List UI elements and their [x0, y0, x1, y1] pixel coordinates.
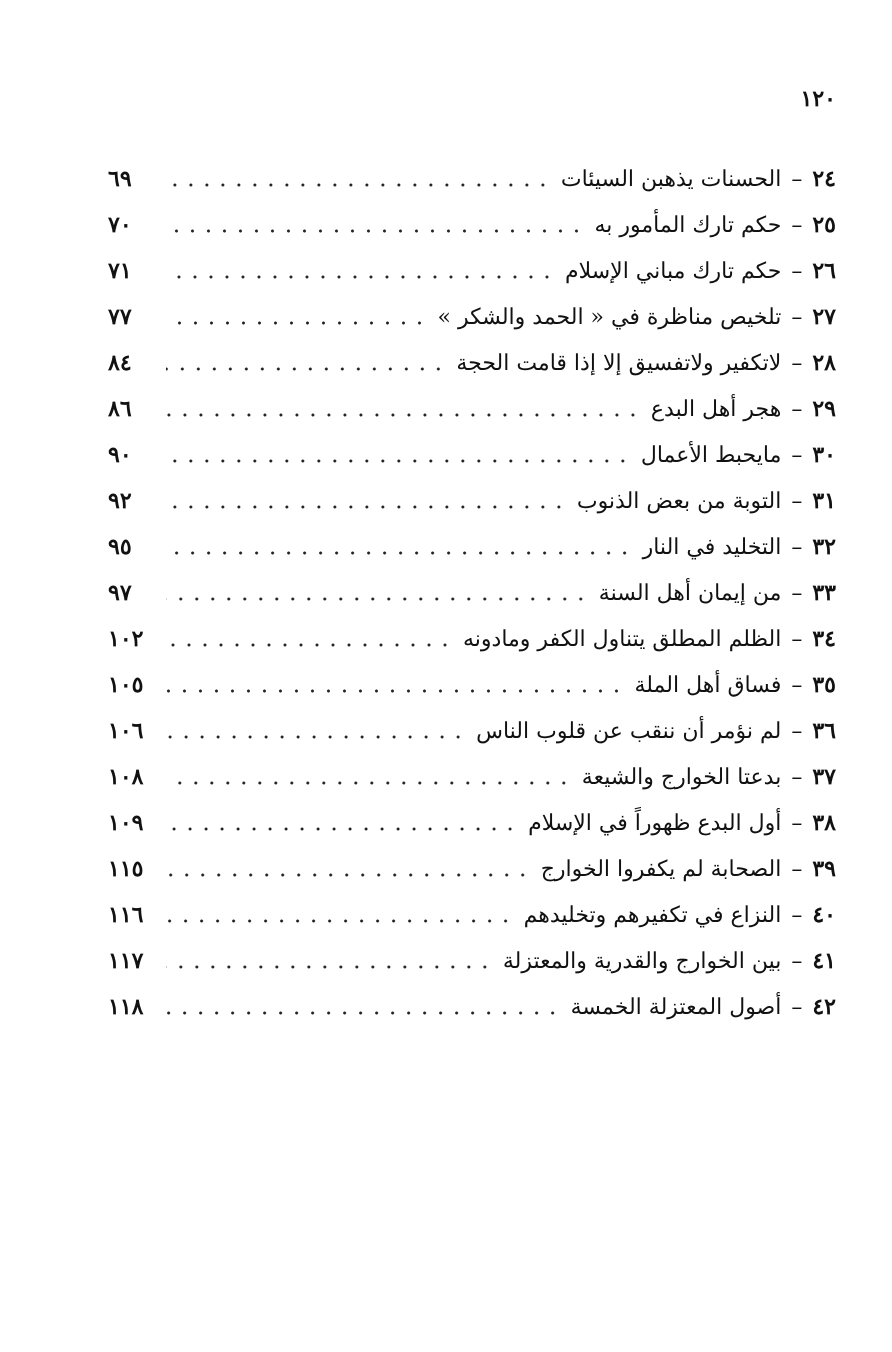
entry-dash: –	[791, 166, 803, 192]
dot-leader	[166, 458, 631, 464]
entry-title: بين الخوارج والقدرية والمعتزلة	[502, 948, 782, 974]
entry-page-number: ٩٢	[108, 488, 132, 514]
entry-page-number: ١١٨	[108, 994, 144, 1020]
dot-leader	[166, 274, 555, 280]
entry-page-number: ٨٤	[108, 350, 132, 376]
entry-page-number: ٧٧	[108, 304, 132, 330]
entry-dash: –	[791, 534, 803, 560]
toc-entry	[108, 156, 836, 202]
dot-leader	[166, 550, 633, 556]
entry-number: ٣٠	[812, 442, 836, 468]
entry-dash: –	[791, 672, 803, 698]
entry-number: ٣٧	[812, 764, 836, 790]
entry-title: التخليد في النار	[642, 534, 782, 560]
dot-leader	[166, 964, 493, 970]
entry-title: لاتكفير ولاتفسيق إلا إذا قامت الحجة	[456, 350, 782, 376]
entry-dash: –	[791, 258, 803, 284]
toc-entry	[108, 432, 836, 478]
toc-entry	[108, 478, 836, 524]
entry-page-number: ١١٦	[108, 902, 144, 928]
entry-dash: –	[791, 994, 803, 1020]
entry-number: ٣٦	[812, 718, 836, 744]
entry-dash: –	[791, 856, 803, 882]
entry-number: ٢٥	[812, 212, 836, 238]
toc-entry	[108, 202, 836, 248]
entry-title: حكم تارك مباني الإسلام	[564, 258, 782, 284]
dot-leader	[166, 918, 514, 924]
entry-dash: –	[791, 764, 803, 790]
entry-dash: –	[791, 580, 803, 606]
entry-dash: –	[791, 350, 803, 376]
entry-page-number: ٧١	[108, 258, 132, 284]
dot-leader	[166, 366, 446, 372]
entry-page-number: ١٠٦	[108, 718, 144, 744]
page-number: ١٢٠	[800, 86, 836, 112]
entry-page-number: ١٠٨	[108, 764, 144, 790]
toc-entry	[108, 616, 836, 662]
toc-entry	[108, 846, 836, 892]
dot-leader	[166, 1010, 561, 1016]
toc-entry	[108, 248, 836, 294]
entry-title: أصول المعتزلة الخمسة	[570, 994, 782, 1020]
dot-leader	[166, 688, 624, 694]
toc-entry	[108, 570, 836, 616]
toc-entry	[108, 984, 836, 1030]
entry-page-number: ٩٠	[108, 442, 132, 468]
entry-page-number: ١٠٥	[108, 672, 144, 698]
entry-title: تلخيص مناظرة في « الحمد والشكر »	[437, 304, 782, 330]
entry-title: من إيمان أهل السنة	[598, 580, 782, 606]
entry-number: ٣٣	[812, 580, 836, 606]
entry-number: ٢٨	[812, 350, 836, 376]
entry-number: ٢٦	[812, 258, 836, 284]
entry-number: ٣٥	[812, 672, 836, 698]
entry-dash: –	[791, 948, 803, 974]
entry-number: ٣٢	[812, 534, 836, 560]
dot-leader	[166, 320, 427, 326]
entry-title: فساق أهل الملة	[634, 672, 782, 698]
entry-number: ٣١	[812, 488, 836, 514]
entry-title: الحسنات يذهبن السيئات	[560, 166, 782, 192]
entry-number: ٤٠	[812, 902, 836, 928]
entry-title: أول البدع ظهوراً في الإسلام	[528, 810, 782, 836]
toc-entry	[108, 386, 836, 432]
toc-entry	[108, 294, 836, 340]
toc-entry	[108, 662, 836, 708]
toc-entry	[108, 340, 836, 386]
entry-page-number: ٦٩	[108, 166, 132, 192]
entry-number: ٢٧	[812, 304, 836, 330]
entry-number: ٣٩	[812, 856, 836, 882]
entry-page-number: ١١٥	[108, 856, 144, 882]
entry-title: الظلم المطلق يتناول الكفر ومادونه	[462, 626, 782, 652]
entry-number: ٤١	[812, 948, 836, 974]
entry-title: هجر أهل البدع	[650, 396, 782, 422]
dot-leader	[166, 412, 641, 418]
entry-title: بدعتا الخوارج والشيعة	[581, 764, 782, 790]
dot-leader	[166, 872, 531, 878]
toc-entry	[108, 754, 836, 800]
dot-leader	[166, 734, 466, 740]
dot-leader	[166, 826, 518, 832]
entry-number: ٣٤	[812, 626, 836, 652]
entry-title: التوبة من بعض الذنوب	[576, 488, 782, 514]
entry-title: الصحابة لم يكفروا الخوارج	[540, 856, 782, 882]
entry-number: ٣٨	[812, 810, 836, 836]
dot-leader	[166, 596, 589, 602]
entry-dash: –	[791, 442, 803, 468]
entry-number: ٤٢	[812, 994, 836, 1020]
entry-dash: –	[791, 718, 803, 744]
entry-page-number: ٧٠	[108, 212, 132, 238]
dot-leader	[166, 504, 567, 510]
entry-page-number: ١٠٩	[108, 810, 144, 836]
table-of-contents	[108, 156, 836, 1030]
toc-entry	[108, 892, 836, 938]
dot-leader	[166, 642, 453, 648]
dot-leader	[166, 182, 551, 188]
entry-dash: –	[791, 902, 803, 928]
dot-leader	[166, 228, 584, 234]
entry-title: لم نؤمر أن ننقب عن قلوب الناس	[476, 718, 782, 744]
toc-entry	[108, 800, 836, 846]
entry-page-number: ١١٧	[108, 948, 144, 974]
entry-page-number: ٩٥	[108, 534, 132, 560]
entry-title: النزاع في تكفيرهم وتخليدهم	[523, 902, 782, 928]
entry-dash: –	[791, 626, 803, 652]
toc-entry	[108, 938, 836, 984]
toc-entry	[108, 524, 836, 570]
entry-number: ٢٩	[812, 396, 836, 422]
entry-dash: –	[791, 396, 803, 422]
entry-title: حكم تارك المأمور به	[594, 212, 782, 238]
toc-entry	[108, 708, 836, 754]
entry-dash: –	[791, 304, 803, 330]
entry-title: مايحبط الأعمال	[640, 442, 782, 468]
entry-dash: –	[791, 810, 803, 836]
entry-page-number: ٩٧	[108, 580, 132, 606]
dot-leader	[166, 780, 572, 786]
entry-dash: –	[791, 212, 803, 238]
entry-page-number: ٨٦	[108, 396, 132, 422]
entry-dash: –	[791, 488, 803, 514]
entry-number: ٢٤	[812, 166, 836, 192]
entry-page-number: ١٠٢	[108, 626, 144, 652]
